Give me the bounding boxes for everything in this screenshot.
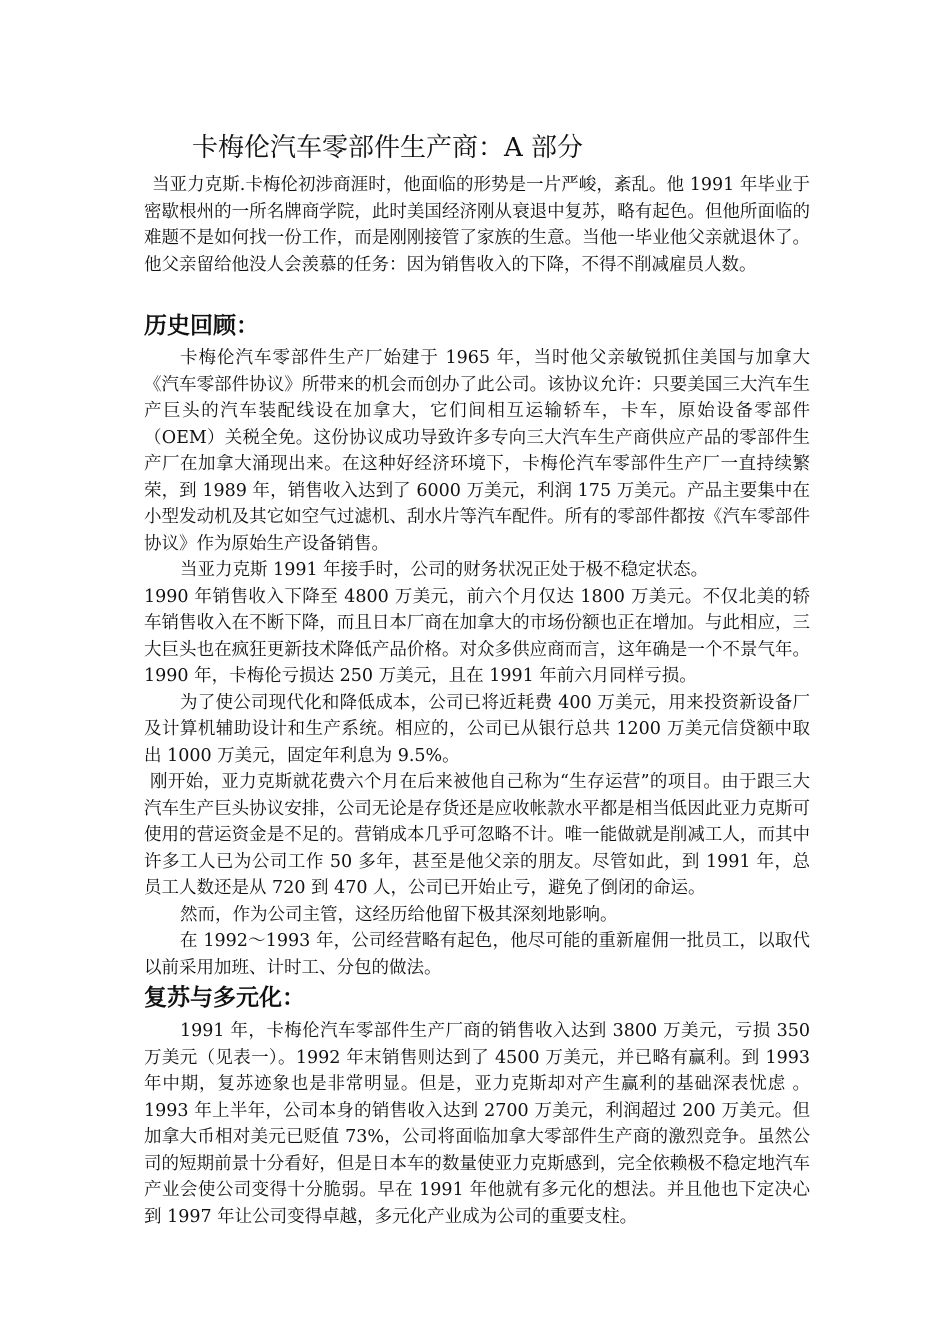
intro-block xyxy=(144,172,810,278)
history-block xyxy=(144,345,810,981)
history-paragraph-2b: 1990 年销售收入下降至 4800 万美元，前六个月仅达 1800 万美元。不仅北美的轿车销售收入在不断下降，而且日本厂商在加拿大的市场份额也正在增加。与此相应，三大巨头也在疯狂更新技术降低产品价格。对众多供应商而言，这年确是一个不景气年。1990 年，卡梅伦亏损达 250 万美元，且在 1991 年前六月同样亏损。 xyxy=(144,586,810,686)
history-paragraph-2a: 当亚力克斯 1991 年接手时，公司的财务状况正处于极不稳定状态。 xyxy=(180,560,709,580)
history-paragraph-6: 在 1992～1993 年，公司经营略有起色，他尽可能的重新雇佣一批员工，以取代以前采用加班、计时工、分包的做法。 xyxy=(144,931,810,978)
section-heading-recovery: 复苏与多元化： xyxy=(144,985,305,1011)
recovery-paragraph-1: 1991 年，卡梅伦汽车零部件生产厂商的销售收入达到 3800 万美元，亏损 350 万美元（见表一）。1992 年末销售则达到了 4500 万美元，并已略有赢利。到 1993 年中期，复苏迹象也是非常明显。但是，亚力克斯却对产生赢利的基础深表忧虑 。1993 年上半年，公司本身的销售收入达到 2700 万美元，利润超过 200 万美元。但加拿大币相对美元已贬值 73%，公司将面临加拿大零部件生产商的激烈竞争。虽然公司的短期前景十分看好，但是日本车的数量使亚力克斯感到，完全依赖极不稳定地汽车产业会使公司变得十分脆弱。早在 1991 年他就有多元化的想法。并且他也下定决心到 1997 年让公司变得卓越，多元化产业成为公司的重要支柱。 xyxy=(144,1021,810,1227)
history-paragraph-4: 刚开始，亚力克斯就花费六个月在后来被他自己称为“生存运营”的项目。由于跟三大汽车生产巨头协议安排，公司无论是存货还是应收帐款水平都是相当低因此亚力克斯可使用的营运资金是不足的。营销成本几乎可忽略不计。唯一能做就是削减工人，而其中许多工人已为公司工作 50 多年，甚至是他父亲的朋友。尽管如此，到 1991 年，总员工人数还是从 720 到 470 人，公司已开始止亏，避免了倒闭的命运。 xyxy=(144,772,810,898)
history-paragraph-3: 为了使公司现代化和降低成本，公司已将近耗费 400 万美元，用来投资新设备厂及计算机辅助设计和生产系统。相应的，公司已从银行总共 1200 万美元信贷额中取出 1000 万美元，固定年利息为 9.5%。 xyxy=(144,692,810,766)
document-title: 卡梅伦汽车零部件生产商：A 部分 xyxy=(192,133,584,163)
intro-paragraph: 当亚力克斯.卡梅伦初涉商涯时，他面临的形势是一片严峻，紊乱。他 1991 年毕业于密歇根州的一所名牌商学院，此时美国经济刚从衰退中复苏，略有起色。但他所面临的难题不是如何找一份工作，而是刚刚接管了家族的生意。当他一毕业他父亲就退休了。他父亲留给他没人会羡慕的任务：因为销售收入的下降，不得不削减雇员人数。 xyxy=(144,175,810,275)
history-paragraph-5: 然而，作为公司主管，这经历给他留下极其深刻地影响。 xyxy=(180,904,618,925)
section-heading-history: 历史回顾： xyxy=(144,313,259,339)
history-paragraph-1: 卡梅伦汽车零部件生产厂始建于 1965 年，当时他父亲敏锐抓住美国与加拿大《汽车零部件协议》所带来的机会而创办了此公司。该协议允许：只要美国三大汽车生产巨头的汽车装配线设在加拿大，它们间相互运输轿车，卡车，原始设备零部件（OEM）关税全免。这份协议成功导致许多专向三大汽车生产商供应产品的零部件生产厂在加拿大涌现出来。在这种好经济环境下，卡梅伦汽车零部件生产厂一直持续繁荣，到 1989 年，销售收入达到了 6000 万美元，利润 175 万美元。产品主要集中在小型发动机及其它如空气过滤机、刮水片等汽车配件。所有的零部件都按《汽车零部件协议》作为原始生产设备销售。 xyxy=(144,348,810,554)
recovery-block xyxy=(144,1018,810,1230)
